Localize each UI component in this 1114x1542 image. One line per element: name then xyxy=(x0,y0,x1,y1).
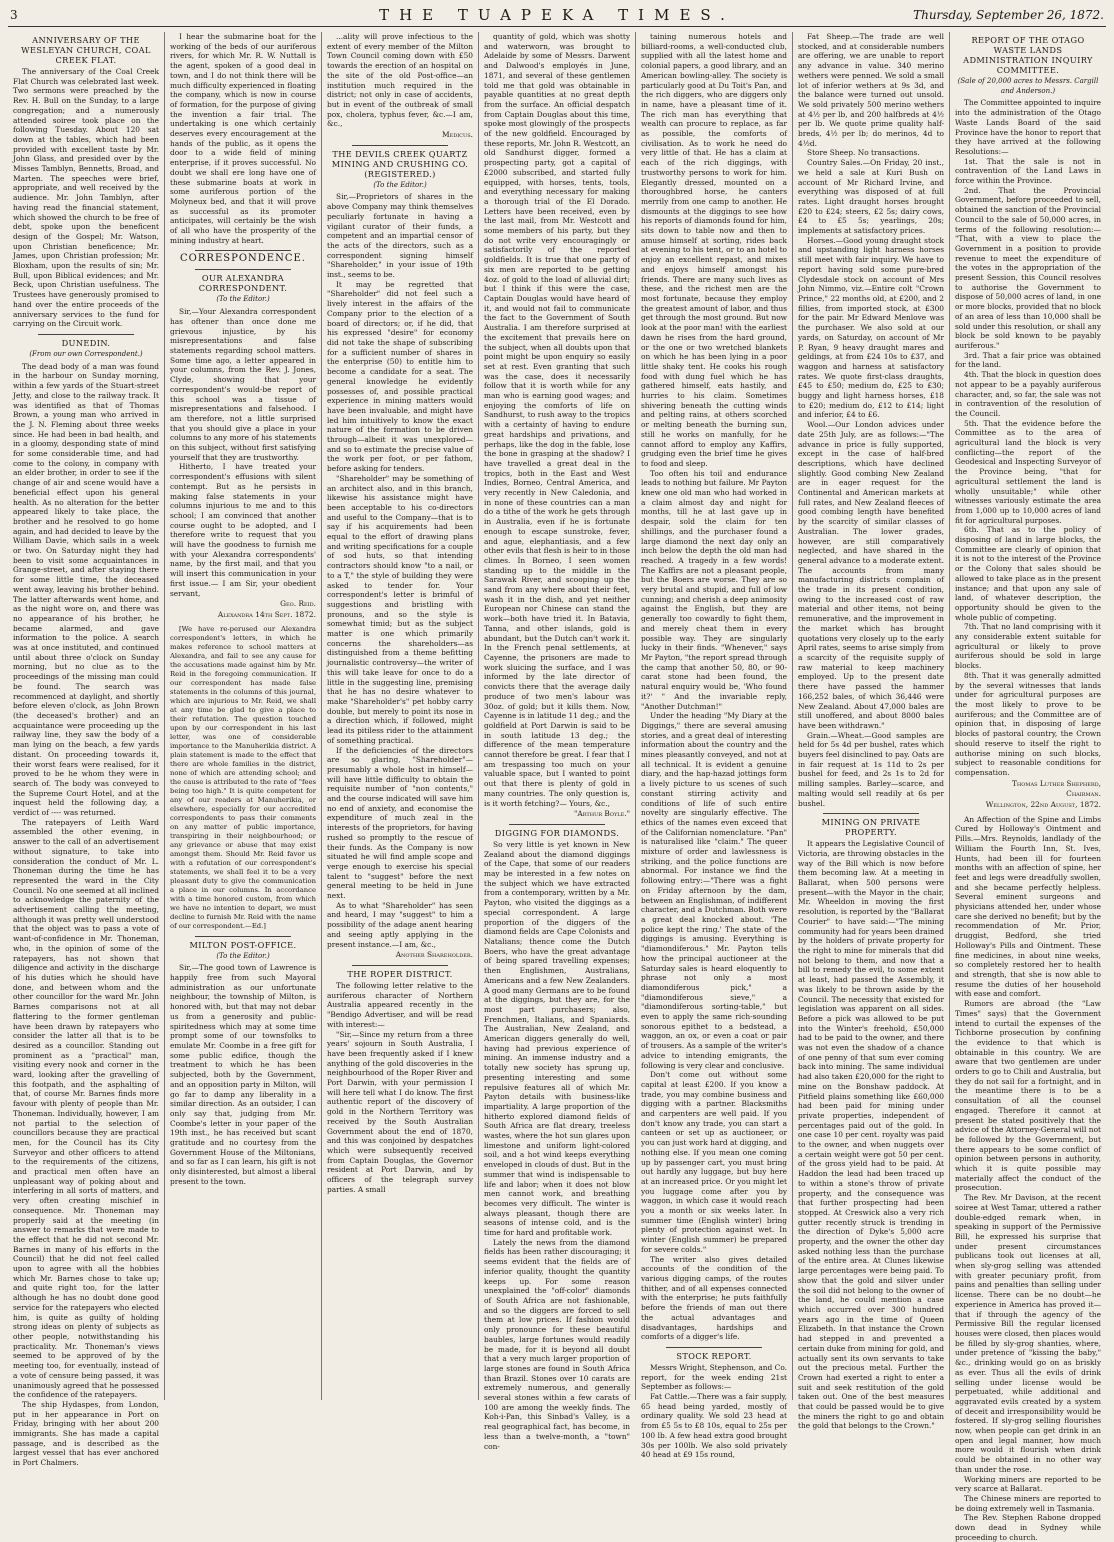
article-paragraph: ...ality will prove infectious to the extent of every member of the Milton Town Council coming down with £50 towards the erection of an hospital on the site of the old Post-office—an institution much required in the district; not only in case of accidents, but in event of the outbreak of small pox, cholera, typhus fever, &c.—I am, &c., xyxy=(327,32,473,129)
article-paragraph: Lately the news from the diamond fields has been rather discouraging; it seems evident that the fields are of inferior quality, thought the quantity keeps up. For some reason unexplained the "off-color" diamonds of South Africa are not fashionable, and so the diggers are forced to sell them at low prices. If fashion would only pronounce for these beautiful baubles, large fortunes would readily be made, for it is beyond all doubt that a very much larger proportion of large stones are found in South Africa than Brazil. Stones over 10 carats are extremely numerous, and generally several stones within a few carats of 100 are among the weekly finds. The Koh-i-Pan, this Sinbad's Valley, is a real geographical fact, has become, in less than a twelve-month, a "town" con- xyxy=(484,1237,630,1451)
article-paragraph: The Rev. Stephen Rabone dropped down dead in Sydney while proceeding to church. xyxy=(955,1513,1101,1542)
section-rule xyxy=(352,145,448,146)
article-signature: Thomas Luther Shepherd, xyxy=(1011,778,1101,788)
article-headline: MINING ON PRIVATE PROPERTY. xyxy=(821,817,921,838)
article-paragraph: Horses.—Good young draught stock and upstanding light harness horses still meet with fair inquiry. We have to report having sold some pure-bred Clydesdale stock on account of Mrs John Nimmo, viz.—Entire colt "Crown Prince," 22 months old, at £200, and 2 fillies, from imported stock, at £300 for the pair. Mr Edward Menlove was the purchaser. We also sold at our yards, on Saturday, on account of Mr P. Ryan, 9 heavy draught mares and geldings, at from £24 10s to £37, and waggon and harness at satisfactory rates. We quote first-class draughts, £45 to £50; medium do, £25 to £30; buggy and light harness horses, £18 to £20; medium do, £12 to £14; light and inferior, £4 to £6. xyxy=(798,235,944,420)
article-headline: CORRESPONDENCE. xyxy=(180,253,306,265)
newspaper-title: THE TUAPEKA TIMES. xyxy=(379,6,735,24)
article-paragraph: Grain.—Wheat.—Good samples are held for 5s 4d per bushel, rates which buyers feel disinclined to pay. Oats are in fair request at 1s 11d to 2s per bushel for feed, and 2s 1s to 2d for milling samples. Barley—scarce, and malting would sell readily at 6s per bushel. xyxy=(798,730,944,808)
article-paragraph: Rumors are abroad (the "Law Times" says) that the Government intend to curtail the expenses of the Tichborne prosecution by confining the evidence to that which is obtainable in this country. We are aware that two gentlemen are under orders to go to Chili and Australia, but they do not sail for a fortnight, and in the meantime there is to be a consultation of all the counsel engaged. Therefore it cannot at present be stated positively that the advice of the Attorney-General will not be followed by the Government, but there appears to be some conflict of opinion between persons in authority, which it is quite possible may materially affect the conduct of the prosecution. xyxy=(955,999,1101,1193)
article-paragraph: 4th. That the block in question does not appear to be a payably auriferous character, and, so far, the sale was not in contravention of the resolution of the Council. xyxy=(955,370,1101,418)
article-signature: Another Shareholder. xyxy=(395,950,473,960)
article-paragraph: [We have re-perused our Alexandra correspondent's letters, in which he makes reference to school matters at Alexandra, and fail to see any cause for the accusations made against him by Mr. Reid in the foregoing communication. If our correspondent has made false statements in the columns of this journal, which are injurious to Mr. Reid, we shall at any time be glad to give a place to their refutation. The question touched upon by our correspondent in his last letter, was one of considerable importance to the Manuherikia district. A plain statement is made to the effect that there are whole families in the district, none of which are attending school; and the cause is attributed to the rate of "fees being too high." It is quite competent for any of our readers at Manuherikia, or elsewhere, especially for our accredited correspondents to pass their comments on any matter of public importance, transpiring in their neighbourhood; or any grievance or abuse that may exist amongst them. Should Mr. Reid favor us with a refutation of our correspondent's statements, we shall feel it to be a very pleasant duty to give the communication a place in our columns. In accordance with a time honored custom, from which we have no intention to depart, we must decline to furnish Mr. Reid with the name of our correspondent.—Ed.] xyxy=(170,624,316,930)
article-paragraph: The writer also gives detailed accounts of the condition of the various digging camps, of the routes thither, and of all expenses connected with the enterprise; he puts faithfully before the friends of man out there the actual advantages and disadvantages, hardships and comforts of a digger's life. xyxy=(641,1254,787,1342)
article-paragraph: quantity of gold, which was shotty and waterworn, was brought to Adelaide by some of Messrs. Darwent and Dalwood's employés in June, 1871, and several of these gentlemen told me that gold was obtainable in payable quantities at no great depth from the surface. An official despatch from Captain Douglas about this time, spoke most glowingly of the prospects of the new goldfield. Encouraged by these reports, Mr. John R. Westcott, an old Sandhurst digger, formed a prospecting party, got a capital of £2000 subscribed, and started fully equipped, with horses, tents, tools, and everything necessary for making a thorough trial of the El Dorado. Letters have been received, even by the last mail, from Mr. Westcott and some members of his party, but they do not write very encouragingly or satisfactorily of the reported goldfields. It is true that one party of six men are reported to be getting 4oz. of gold to the load of alluvial dirt; but I think if this were the case, Captain Douglas would have heard of it, and would not fail to communicate the fact to the Government of South Australia. I am therefore surprised at the excitement that prevails here on the subject, when all doubts upon that point might be upon enquiry so easily set at rest. Even granting that such was the case, does it necessarily follow that it is worth while for any man who is earning good wages; and enjoying the comforts of life on Sandhurst, to rush away to the tropics with a certainty of having to endure great hardships and privations, and perhaps, like the dog in the fable, lose the bone in grasping at the shadow? I have travelled a great deal in the tropics, both in the East and West Indies, Borneo, Central America, and very recently in New Caledonia, and in none of these countries can a man do a tithe of the work he gets through in Australia, even if he is fortunate enough to escape sunstroke, fever, and ague, elephantiasis, and a few other evils that flesh is heir to in those climes. In Borneo, I seen women standing up to the middle in the Sarawak River, and scooping up the sand from any where about their feet, wash it in the dish, and yet neither European nor Chinese can stand the work—both have tried it. In Batavia, Tanna, and other islands, gold is abundant, but the Dutch can't work it. In the French penal settlements, at Cayenne, the prisoners are made to work sluicing the surface, and I was informed by the late director of convicts there that the average daily produce of two men's labour was 30oz. of gold; but it kills them. Now, Cayenne is in latitude 11 deg.; and the goldfield at Port Darwin is said to be in south latitude 13 deg.; the difference of the mean temperature cannot therefore be great. I fear that I am trespassing too much on your valuable space, but I wanted to point out that there is plenty of gold in many countries. The only question is, is it worth fetching?— Yours, &c., xyxy=(484,32,630,808)
article-paragraph: Working miners are reported to be very scarce at Ballarat. xyxy=(955,1474,1101,1494)
article-paragraph: The dead body of a man was found in the harbour on Sunday morning, within a few yards of the Stuart-street Jetty, and close to the railway track. It was identified as that of Thomas Brown, a young man who arrived in the J. N. Fleming about three weeks since. He had been in bad health, and in a gloomy, desponding state of mind for some considerable time, and had come to the colony, in company with an elder brother, in order to see if the change of air and scene would have a beneficial effect upon his general health. As no alteration for the better appeared likely to take place, the brother and he resolved to go home again, and had decided to leave by the William Davie, which sails in a week or two. On Saturday night they had been to visit some acquaintances in Grange-street, and after staying there for some little time, the deceased went away, leaving his brother behind. The latter afterwards went home, and as the night wore on, and there was no appearance of his brother, he became alarmed, and gave information to the police. A search was at once instituted, and continued until about three o'clock on Sunday morning, but no clue as to the proceedings of the missing man could be found. The search was recommenced at daylight, and shortly before eleven o'clock, as John Brown (the deceased's brother) and an acquaintance were proceeding up the railway line, they saw the body of a man lying on the beach, a few yards distant. On proceeding towards it, their worst fears were realised, for it proved to be he whom they were in search of. The body was conveyed to the Supreme Court Hotel, and at the inquest held the following day, a verdict of ---- was returned. xyxy=(13,361,159,818)
article-paragraph: 8th. That it was generally admitted by the several witnesses that lands under for agricultural purposes are the most likely to prove to be auriferous; and the Committee are of opinion that, in disposing of large blocks of pastoral country, the Crown should reserve to itself the right to authorise mining on such blocks, subject to reasonable conditions for compensation. xyxy=(955,670,1101,777)
section-rule xyxy=(666,1347,762,1348)
article xyxy=(13,35,159,329)
section-rule xyxy=(195,936,291,937)
section-rule xyxy=(823,813,919,814)
article-signature: Medicus. xyxy=(441,130,473,140)
article-signature: "Arthur Boyle." xyxy=(574,809,630,819)
article-paragraph: Too often his toil and endurance leads to nothing but failure. Mr Payton knew one old man who had worked in a claim almost day and night for months, till he at last gave up in despair, sold the claim for ten shillings, and the purchaser found a large diamond the next day only an inch below the depth the old man had reached. A tragedy in a few words! The Kaffirs are not a pleasant people, but the Boers are worse. They are so very brutal and stupid, and full of low cunning; and cherish a deep animosity against the English, but they are generally too cowardly to fight them, and merely cheat them in every possible way. They are singularly lucky in their finds. "Whenever," says Mr Payton, "the report spread through the camp that another 50, 80, or 90-carat stone had been found, the natural enquiry would be, 'Who found it?' " And the invariable reply, "Another Dutchman!" xyxy=(641,468,787,711)
article-paragraph: So very little is yet known in New Zealand about the diamond diggings of the Cape, that some of our readers may be interested in a few notes on the subject which we have extracted from a contemporary, written by a Mr. Payton, who visited the diggings as a special correspondent. A large proportion of the diggers of the diamond fields are Cape Colonists and Natalians; thence come the Dutch Boers, who have the great advantage of being spared travelling expenses; then Englishmen, Australians, Americans and a few New Zealanders. A good many Germans are to be found at the diggings, but they are, for the most part purchasers; also, Frenchmen, Italians, and Spaniards. The Australian, New Zealand, and American diggers generally do well, having had previous experience of mining. An immense industry and a totally new society has sprung up, presenting interesting and some repulsive features all of which Mr. Payton details with business-like impartiality. A large proportion of the hitherto explored diamond fields of South Africa are flat dreary, treeless wastes, where the hot sun glares upon limestone and uniform light-colored soil, and a hot wind keeps everything enveloped in clouds of dust. But in the summer that wind is indispensable to life and labor; when it does not blow men cannot work, and breathing becomes very difficult. The winter is always pleasant, though there are seasons of intense cold, and is the time for hard and profitable work. xyxy=(484,839,630,1238)
article-paragraph: taining numerous hotels and billiard-rooms, a well-conducted club, supplied with all the latest home and colonial papers, a good library, and an American bowling-alley. The society is particularly good at Du Toit's Pan, and the rich diggers, who are diggers only in name, have a pleasant time of it. The rich man has everything that wealth can procure to replace, as far as possible, the comforts of civilisation. As to work he need do very little of that. He has a claim at each of the rich diggings, with trustworthy persons to work for him. Elegantly dressed, mounted on a thoroughbred horse, he canters merrily from one camp to another. He dismounts at the diggings to see how his reports of diamonds found for him, sits down to table now and then to amuse himself at sorting, rides back at evening to his tent, or to an hotel to enjoy an excellent repast, and mixes and enjoys himself amongst his friends. There are many such lives as these, and the richest men are the most fortunate, because they employ the greatest amount of labor, and thus get through the most ground. But now look at the poor man! with the earliest dawn he rises from the hard ground, or the one or two wretched blankets on which he has been lying in a poor little shaky tent. He cooks his rough food with dung fuel which he has gathered himself, eats hastily, and hurries to his claim. Sometimes shivering beneath the cutting winds and pelting rains, at others scorched or melting beneath the burning sun, still he works on manfully, for he cannot afford to employ any Kaffirs, grudging even the brief time he gives to food and sleep. xyxy=(641,32,787,468)
article xyxy=(327,32,473,140)
article-byline: (From our own Correspondent.) xyxy=(29,349,143,358)
article-paragraph: 2nd. That the Provincial Government, before proceeded to sell, obtained the sanction of the Provincial Council to the sale of 50,000 acres, in terms of the following resolution:— "That, with a view to place the Government in a position to provide revenue to meet the expenditure of the votes in the appropriation of the present Session, this Council resolves to authorise the Government to dispose of 50,000 acres of land, in one or more blocks, provided that no block of an area of less than 10,000 shall be sold under this resolution, or shall any block be sold known to be payably auriferous." xyxy=(955,185,1101,350)
article-paragraph: Don't come out without some capital at least £200. If you know a trade, you may combine business and digging with a partner. Blacksmiths and carpenters are well paid. If you don't know any trade, you can start a canteen or set up as auctioneer, or you can just work hard at digging, and nothing else. If you mean one coming up by passenger cart, you must bring out hardly any luggage, but buy here at an increased price. Or you might let you luggage come after you by waggon, in which case it would reach you a month or six weeks later. In summer time (English winter) bring plenty of protection against wet. In winter (English summer) be prepared for severe colds." xyxy=(641,1070,787,1254)
column-3 xyxy=(322,32,479,1400)
article xyxy=(170,250,316,264)
article-paragraph: Store Sheep. No transactions. xyxy=(807,148,920,158)
article-paragraph: Fat Sheep.—The trade are well stocked, and at considerable numbers are offering, we are unable to report any advance in value. 340 merino wethers were penned. We sold a small lot of inferior wethers at 9s 3d, and the balance were turned out unsold. We sold privately 500 merino wethers at 4½ per lb, and 200 halfbreds at 4½ per lb. We quote prime quality half-breds, 4½ per lb; do merinos, 4d to 4½d. xyxy=(798,32,944,148)
article xyxy=(641,1347,787,1460)
article-paragraph: Wool.—Our London advices under date 25th July, are as follows:—"The advance in price is fully supported, except in the case of half-bred descriptions, which have declined slightly. Good combing New Zealand are in eager request for the Continental and American markets at full rates, and New Zealand fleeces of good combing length have benefited by the scarcity of similar classes of Australian. The lower grades, however, are still comparatively neglected, and have shared in the general advance to a moderate extent. The accounts from many manufacturing districts complain of the trade in its present condition, owing to the increased cost of raw material and other items, not being remunerative, and the improvement in the market which has brought quotations very closely up to the early April rates, seems to arise simply from a scarcity of the requisite supply of raw material to keep machinery employed. Up to the present date there have passed the hammer 166,252 bales, of which 36,446 were New Zealand. About 47,000 bales are still unoffered, and about 8000 bales have been withdrawn." xyxy=(798,420,944,730)
article-signature: Geo. Reid. xyxy=(280,599,316,609)
article-paragraph: It may be regretted that "Shareholder" did not feel such a lively interest in the affairs of the Company prior to the election of a board of directors; or, if he did, that his expressed "desire" for economy did not take the shape of subscribing for a sufficient number of shares in the enterprise (50) to entitle him to become a candidate for a seat. The general knowledge he evidently possesses of, and possible practical experience in mining matters would have been invaluable, and might have led him intuitively to know the exact nature of the formation to be driven through—albeit it was unexplored—and so to estimate the precise value of the work per foot, or per fathom, before asking for tenders. xyxy=(327,279,473,474)
article xyxy=(327,145,473,960)
section-rule xyxy=(38,334,134,335)
article-paragraph: "Sir,—Since my return from a three years' sojourn in South Australia, I have been frequently asked if I knew anything of the gold discoveries in the neighbourhood of the Roper River and Port Darwin, with your permission I will here tell what I do know. The first authentic report of the discovery of gold in the Northern Territory was received by the South Australian Government about the end of 1870, and this was conjoined by despatches which were subsequently received from Captain Douglas, the Governor resident at Port Darwin, and by officers of the telegraph survey parties. A small xyxy=(327,1029,473,1194)
article-byline: (To the Editor.) xyxy=(216,951,270,960)
signature-line: Wellington, 22nd August, 1872. xyxy=(985,800,1101,810)
signature-line: Chairman. xyxy=(1066,789,1101,799)
article xyxy=(327,965,473,1194)
article-paragraph: Messrs Wright, Stephenson, and Co. report, for the week ending 21st September as follows:— xyxy=(641,1362,787,1392)
article-headline: DIGGING FOR DIAMONDS. xyxy=(494,827,620,838)
article-paragraph: The Rev. Mr Davison, at the recent soiree at West Tamar, uttered a rather double-edged remark when, in speaking in support of the Permissive Bill, he expressed his surprise that under present circumstances publicans took out licenses at all, when sly-grog selling was attended with greater pecuniary profit, from pains and penalties than selling under license. There can be no doubt—he experience in America has proved it—that if through the agency of the Permissive Bill the regular licensed houses were closed, then places would be filled by sly-grog shanties, where, under pretence of "kissing the baby," &c., drinking would go on as briskly as ever. Thus all the evils of drink selling under license would be perpetuated, while additional and aggravated evils created by a system of deceit and irresponsibility would be fostered. If sly-grog selling flourishes now, when people can get drink in an open and legal manner, how much more would it flourish when drink could be obtained in no other way than under the rose. xyxy=(955,1193,1101,1474)
column-1 xyxy=(8,32,165,1468)
article xyxy=(13,334,159,1468)
article-paragraph: 7th. That no land comprising with it any considerable extent suitable for agricultural or likely to prove auriferous should be sold in large blocks. xyxy=(955,622,1101,671)
article-paragraph: Sir,—Your Alexandra correspondent has oftener than once done me grievous injustice, by his misrepresentations and false statements regarding school matters. Some time ago, a letter appeared in your columns, from the Rev. J. Jones, Clyde, showing that your correspondent's would-be report of this school was a tissue of misrepresentations and falsehood. I am therefore, not a little surprised that you should give a place in your columns to any more of his statements on this subject, without first satisfying yourself that they are trustworthy. xyxy=(170,307,316,462)
article-paragraph: Hitherto, I have treated your correspondent's effusions with silent contempt. But as he persists in making false statements in your columns injurious to me and to this school; I am convinced that another course ought to be adopted, and I therefore write to request that you will have the goodness to furnish me with your Alexandra correspondents' name, by the first mail, and that you will insert this communication in your first issue.— I am Sir, your obedient servant, xyxy=(170,462,316,598)
article-headline: THE DEVILS CREEK QUARTZ MINING AND CRUSHING CO. (REGISTERED.) xyxy=(331,148,469,179)
article-headline: DUNEDIN. xyxy=(61,337,111,348)
article xyxy=(641,32,787,1342)
article-paragraph: The ratepayers of Leith Ward assembled the other evening, in answer to the call of an advertisement without signature, to take into consideration the conduct of Mr. L. Thoneman during the time he has represented the ward in the City Council. No one seemed at all inclined to acknowledge the paternity of the advertisement calling the meeting, although it was pretty well understood that the object was to pass a vote of want-of-confidence in Mr. Thoneman, who, in the opinion of some of the ratepayers, has not shown that diligence and activity in the discharge of his duties which he should have done, and between whom and the other councillor for the ward Mr. John Barnes comparisons not at all flattering to the former gentleman have been drawn by ratepayers who consider the latter all that is to be desired as a councillor. Standing out prominent as a "practical" man, visiting every nook and corner in the ward, looking after the gravelling of this footpath, and the asphalting of that, of course Mr. Barnes finds more favour with plenty of people than Mr. Thoneman. Individually, however, I am not partial to the selection of councillors because they are practical men, for the Council has its City Surveyor and other officers to attend to the requirements of the citizens, and practical men often have an unpleasant way of poking about and interfering in all sorts of matters, and very often creating mischief in consequence. Mr. Thoneman may properly said at the meeting (in answer to remarks that were made to the effect that he did not second Mr. Barnes in many of his efforts in the Council) that he did not feel called upon to agree with all the hobbies which Mr. Barnes chose to take up; and quite right too, for the latter although he has no doubt done good service for the ratepayers who elected him, is quite as guilty of holding strong ideas on plenty of subjects as other people, notwithstanding his practicality. Mr. Thoneman's views seemed to be approved of by the meeting too, for eventually, instead of a vote of censure being passed, it was unanimously agreed that he possessed the confidence of the ratepayers. xyxy=(13,817,159,1400)
article-paragraph: As to what "Shareholder" has seen and heard, I may "suggest" to him a possibility of the adage anent hearing and seeing aptly applying in the present instance.—I am, &c., xyxy=(327,900,473,949)
article-headline: OUR ALEXANDRA CORRESPONDENT. xyxy=(198,273,288,294)
article-paragraph: 6th. That as to the policy of disposing of land in large blocks, the Committee are clearly of opinion that it is not to the interest of the Province or the Colony that sales should be allowed to take place as in the present instance; and that upon any sale of land, of whatever description, the opportunity should be given to the whole public of competing. xyxy=(955,525,1101,622)
article-paragraph: 5th. That the evidence before the Committee as to the area of agricultural land the block is very conflicting—the report of the Geodesical and Inspecting Surveyor of the Province being, "that for agricultural settlement the land is wholly unsuitable;" while other witnesses variously estimate the area from 1,000 up to 10,000 acres of land fit for agricultural purposes. xyxy=(955,418,1101,525)
article-paragraph: 1st. That the sale is not in contravention of the Land Laws in force within the Province. xyxy=(955,156,1101,186)
article-paragraph: Sir,—The good town of Lawrence is happily free from such Mayoral administration as our unfortunate neighbour, the township of Milton, is honored with, but that may not debar us from a generosity and public-spiritedness which may at some time prompt some of our townsfolks to emulate Mr. Coombe in a free gift for some public edifice, though the treatment to which he has been subjected, both by the Government, and an opposition party in Milton, will go far to damp any liberality in a similar direction. As an outsider, I can only say that, judging from Mr. Coombe's letter in your paper of the 19th inst., he has received but scant gratitude and no courtesy from the Government House of the Miltonians, and so far as I can learn, his gift is not only disinterested, but almost a liberal present to the town. xyxy=(170,963,316,1186)
column-5 xyxy=(636,32,793,1460)
section-rule xyxy=(352,965,448,966)
article-paragraph: "Shareholder" may be something of an architect also, and in this branch, likewise his assistance might have been acceptable to his co-directors and useful to the Company—that is to say if his acquirements had been equal to the effort of drawing plans and writing specifications for a couple of sod huts, so that intending contractors should know "to a nail, or to a T," the style of building they were asked to tender for. Your correspondent's letter is brimful of suggestions and bristling with pronouns, and so the style is somewhat timid; but as the subject matter is one which primarily concerns the shareholders—as distinguished from a theme befitting journalistic controversy—the writer of this will take leave for once to do a little in the suggesting line, premising that he has no desire whatever to make "Shareholder's" pet hobby carry double, but merely to point its nose in a direction which, if followed, might lead its pitiless rider to the attainment of something practical. xyxy=(327,473,473,745)
article-byline: (To the Editor.) xyxy=(373,180,427,189)
article-paragraph: An Affection of the Spine and Limbs Cured by Holloway's Ointment and Pills.—Mrs. Reynolds, landlady of the William the Fourth Inn, St. Ives, Hunts, had been ill for fourteen months with an affection of spine, her feet and legs were dreadfully swollen, and she became perfectly helpless. Several eminent surgeons and physicians attended her, under whose care she derived no benefit; but by the recommendation of Mr. Prior, druggist, Bedford, she tried Holloway's Pills and Ointment. These fine medicines, in about nine weeks, so completely restored her to health and strength, that she is now able to resume the duties of her household with ease and comfort. xyxy=(955,814,1101,999)
article-paragraph: The Chinese miners are reported to be doing extremely well in Tasmania. xyxy=(955,1493,1101,1513)
article-headline: STOCK REPORT. xyxy=(676,1350,752,1361)
masthead xyxy=(8,4,1106,27)
article-byline: (To the Editor.) xyxy=(216,295,270,304)
article-headline: ANNIVERSARY OF THE WESLEYAN CHURCH, COAL CREEK FLAT. xyxy=(21,35,151,65)
article xyxy=(170,936,316,1187)
article xyxy=(484,32,630,819)
article xyxy=(170,32,316,245)
page-number: 3 xyxy=(10,8,18,22)
issue-date: Thursday, September 26, 1872. xyxy=(913,8,1104,22)
article xyxy=(955,815,1101,1542)
article-paragraph: The ship Hydaspes, from London, put in her appearance in Port on Friday, bringing with her about 200 immigrants. She has made a capital passage, and is described as the largest vessel that has ever anchored in Port Chalmers. xyxy=(13,1399,159,1468)
section-rule xyxy=(509,824,605,825)
article xyxy=(798,813,944,1431)
column-7 xyxy=(950,32,1106,1542)
article xyxy=(955,35,1101,810)
article xyxy=(798,32,944,808)
article-paragraph: Under the heading "My Diary at the Diggings," there are several amusing stories, and a great deal of interesting information about the country and the mines pleasantly conveyed, and not at all technical. It is evident a genuine diary, and the hap-hazad jottings form a lively picture to us scenes of such constant stirring activity and conditions of life of such entire novelty are singularly effective. The ethics of the names even exceed that of the Californian nomenclature. "Pan" is naturalised like "claim." The queer mixture of order and lawlessness is striking, and the police functions are abnormal. For instance we find the following entry:—"There was a fight on Friday afternoon by the dam, between an Englishman, of indifferent character, and a Dutchman. Both were a great deal knocked about. 'The police kept the ring.' The state of the diggings is amusing. Everything is "diamondiferous." Mr. Payton tells how the principal auctioneer at the Saturday sales is heard eloquently to phrase not only a most diamondiferous pick," a "diamondiferous sieve," a "diamondiferous sorting-table," but even to apply the same rich-sounding sonorous epithet to a bedstead, a waggon, an ox, or even a coat or pair of trousers. As a sample of the writer's advice to intending emigrants, the following is very clear and conclusive. xyxy=(641,711,787,1070)
article-paragraph: The Committee appointed to inquire into the administration of the Otago Waste Lands Board of the said Province have the honor to report that they have arrived at the following Resolutions:— xyxy=(955,98,1101,156)
article-byline: (Sale of 20,000 acres to Messrs. Cargill and Anderson.) xyxy=(957,77,1099,95)
column-6 xyxy=(793,32,950,1431)
article xyxy=(484,824,630,1451)
signature-line: Alexandra 14th Sept. 1872. xyxy=(217,609,316,619)
article-paragraph: The following letter relative to the auriferous character of Northern Australia appeared recently in the "Bendigo Advertiser, and will be read with interest:— xyxy=(327,980,473,1029)
article-paragraph: I hear the submarine boat for the working of the beds of our auriferous rivers, for which Mr. R. W. Nuttall is the agent, spoken of a good deal in town, and I do not think there will be much difficulty experienced in floating the company, which is now in course of formation, for the purpose of giving the invention a fair trial. The undertaking is one which certainly deserves every encouragement at the hands of the public, as it opens the door to a wide field of mining enterprise, if it proves successful. No doubt we shall ere long have one of these submarine boats at work in some auriferous portion of the Molyneux bed, and that it will prove as successful as its promoter anticipates, will certainly be the wish of all who have the prosperity of the mining industry at heart. xyxy=(170,32,316,245)
article-paragraph: It appears the Legislative Council of Victoria, are throwing obstacles in the way of the Bill which is now before them becoming law. At a meeting in Ballarat, when 500 persons were present—with the Mayor in the chair, Mr. Wheeldon in moving the first resolution, is reported by the "Ballarat Courier" to have said:—"The mining community had for years been drained by the holders of private property for the right to mine for minerals that did not belong to them, and now that a bill to remedy the evil, to some extent at least, had passed the Assembly, it was likely to be thrown aside by the Council. The necessity that existed for legislation was apparent on all sides. Before a pick was allowed to be put into the Winter's freehold, £50,000 had to be paid to the owner, and there was not even the shadow of a chance of one penny of that sum ever coming back into mining. The same individual had also taken £20,000 for the right to mine on the Bonshaw paddock. At Pitfield plains something like £60,000 had been paid for mining under private properties, independent of percentages paid out of the gold. In one case 10 per cent. royalty was paid to the owner, and when nuggets over a certain weight were got 50 per cent. of the gross yield had to be paid. At Haddon the lead had been traced up to within a stone's throw of private property, and the consequence was that further prospecting had been stopped. At Creswick also a very rich gutter recently struck is trending in the direction of Dyke's 5,000 acre property, and the owner the other day asked nothing less than the purchase of the entire area. At Clunes likewise large percentages were being paid. To show that the gold and silver under the soil did not belong to the owner of the land, he could mention a case which occurred over 300 hundred years ago in the time of Queen Elizabeth. In that instance the Crown had stepped in and prevented a certain duke from mining for gold, and actually sent its own servants to take out the precious metal. Further the Crown had exerted a right to enter a suit and seek restitution of the gold taken out. One of the best measures that could be passed would be to give the miners the right to go and obtain the gold that belongs to the Crown." xyxy=(798,839,944,1431)
article-headline: THE ROPER DISTRICT. xyxy=(347,968,453,979)
article-paragraph: If the deficiencies of the directors are so glaring, "Shareholder"—presumably a whole host in himself—will have little difficulty to obtain the requisite number of "non contents," and the course indicated will save him no end of anxiety, and economise the expenditure of much zeal in the interests of the proprietors, for having rushed so promptly to the rescue of their funds. As the Company is now situated he will find ample scope and verge enough to exercise his special talent to "suggest" before the next general meeting to be held in June next. xyxy=(327,745,473,901)
column-4 xyxy=(479,32,636,1451)
article-headline: MILTON POST-OFFICE. xyxy=(189,939,297,950)
article-paragraph: 3rd. That a fair price was obtained for the land. xyxy=(955,350,1101,370)
article-headline: REPORT OF THE OTAGO WASTE LANDS ADMINISTRATION INQUIRY COMMITTEE. xyxy=(963,35,1093,75)
article-paragraph: Fat Cattle.—There was a fair supply, 65 head being yarded, mostly of ordinary quality. We sold 23 head at from £5 5s to £8 10s, equal to 25s per 100 lb. A few head extra good brought 30s per 100lb. We also sold privately 40 head at £9 15s round, xyxy=(641,1392,787,1460)
article-paragraph: Country Sales.—On Friday, 20 inst., we held a sale at Kuri Bush on account of Mr Richard Irvine, and everything was disposed of at full rates. Light draught horses brought £20 to £24; steers, £2 5s; dairy cows, £4 to £5 5s; yearlings, 20s; implements at satisfactory prices. xyxy=(798,158,944,236)
article-paragraph: Sir,—Proprietors of shares in the above Company may think themselves peculiarly fortunate in having a vigilant curator of their funds, a competent and an impartial censor of the acts of the directors, such as a correspondent signing himself "Shareholder," in your issue of 19th inst., seems to be. xyxy=(327,192,473,280)
section-rule xyxy=(195,250,291,251)
article-paragraph: The anniversary of the Coal Creek Flat Church was celebrated last week. Two sermons were preached by the Rev. H. Bull on the Sunday, to a large congregation; and a numerously attended soiree took place on the following Tuesday. About 120 sat down at the tables, which had been provided with excellent taste by Mr. John Glass, and presided over by the Misses Tamblyn, Bennetts, Broad, and Marten. The speeches were brief, appropriate, and well received by the audience. Mr. John Tamblyn, after having read the financial statement, which showed the church to be free of debt, spoke upon the beneficent design of the Gospel; Mr. Watson, upon Christian beneficence; Mr. James, upon Christian profession; Mr. Bloxham, upon the results of sin; Mr. Bull, upon Biblical evidences; and Mr. Beck, upon Christian usefulness. The Trustees have generously promised to hand over the entire proceeds of the anniversary services to the fund for carrying on the Circuit work. xyxy=(13,67,159,329)
article xyxy=(170,269,316,619)
column-2 xyxy=(165,32,322,1400)
article xyxy=(170,625,316,931)
columns xyxy=(8,32,1106,1542)
section-rule xyxy=(195,269,291,270)
